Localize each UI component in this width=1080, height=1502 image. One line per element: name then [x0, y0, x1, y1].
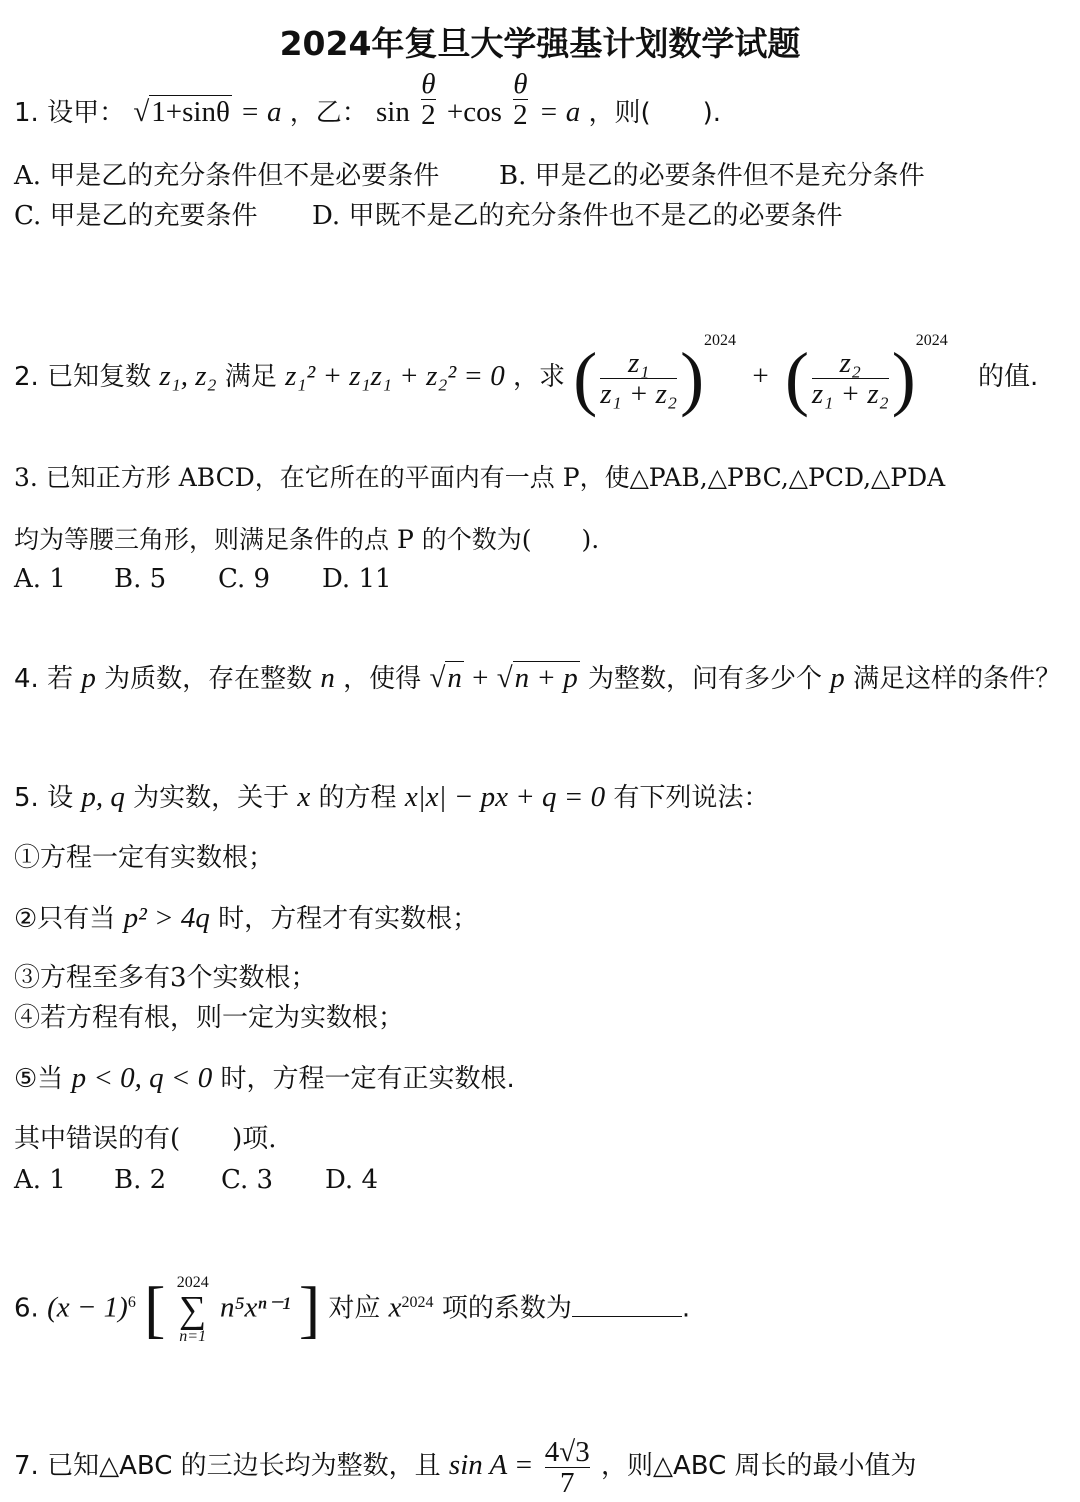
q1-option-a[interactable]: A. 甲是乙的充分条件但不是必要条件: [14, 161, 440, 191]
q5-statement-1: ①方程一定有实数根；: [14, 843, 275, 873]
q5-statement-4: ④若方程有根，则一定为实数根；: [14, 1003, 405, 1033]
q2-vars: z₁, z₂: [159, 360, 217, 392]
q2-frac-2: $\frac{\text{z₂}}{\text{z₁ + z₂}}$: [811, 346, 889, 410]
q2-frac-1: $\frac{\text{z₁}}{\text{z₁ + z₂}}$: [600, 346, 678, 410]
question-1-stem: 1. 设甲： √1+sinθ = a ，乙： sin $\frac{\theta}{2}$ +cos $\frac{\theta}{2}$ = a ，则( ).: [14, 67, 722, 131]
q5-options: [14, 1164, 378, 1196]
q3-option-b[interactable]: B. 5: [114, 564, 167, 594]
question-7-stem: 7. 已知△ABC 的三边长均为整数，且 sin A = $\frac{4√3}{7}$ ，则△ABC 周长的最小值为: [14, 1435, 917, 1499]
q1-option-d[interactable]: D. 甲既不是乙的充分条件也不是乙的必要条件: [312, 201, 843, 231]
q1-plus-cos: +cos: [446, 96, 502, 128]
q4-sqrt-2: n + p: [514, 662, 578, 694]
question-2-stem: 2. 已知复数 z₁, z₂ 满足 z₁² + z₁z₁ + z₂² = 0 ，求 ( $\frac{\text{z₁}}{\text{z₁ + z₂}}$ )$^{2024}$ + ( $\frac{\text{z₂}}{\text{z₁ + z₂}}$ )$^{2024}$ 的值.: [14, 332, 1039, 418]
q6-summation: 2024 ∑ n=1: [176, 1273, 209, 1345]
question-5-stem: 5. 设 p, q 为实数，关于 x 的方程 x|x| − px + q = 0 有下列说法：: [14, 781, 770, 813]
q2-condition: z₁² + z₁z₁ + z₂² = 0: [285, 360, 505, 392]
q1-tail: ，则( ).: [588, 98, 722, 128]
question-6-stem: 6. $(x - 1)^6$ [ 2024 ∑ n=1 n⁵xⁿ⁻¹ ] 对应 $x^{2024}$ 项的系数为 .: [14, 1273, 691, 1345]
q1-options-row-2: [14, 200, 842, 232]
q5-statement-5: ⑤当 p < 0, q < 0 时，方程一定有正实数根.: [14, 1062, 515, 1094]
q5-option-b[interactable]: B. 2: [114, 1165, 167, 1195]
q3-option-d[interactable]: D. 11: [322, 564, 392, 594]
q1-prefix: 1. 设甲：: [14, 98, 126, 128]
q3-option-a[interactable]: A. 1: [14, 564, 66, 594]
q6-term: n⁵xⁿ⁻¹: [219, 1291, 291, 1324]
q5-ask: 其中错误的有( )项.: [14, 1124, 277, 1154]
q5-statement-3: ③方程至多有3个实数根；: [14, 963, 317, 993]
q1-option-c[interactable]: C. 甲是乙的充要条件: [14, 201, 258, 231]
question-4-stem: 4. 若 p 为质数，存在整数 n ，使得 √n + √n + p 为整数，问有多少个 p 满足这样的条件？: [14, 662, 1062, 694]
question-3-line-1: 3. 已知正方形 ABCD，在它所在的平面内有一点 P，使△PAB,△PBC,△PCD,△PDA: [14, 463, 946, 492]
q2-exp-2: 2024: [915, 332, 948, 349]
q2-exp-1: 2024: [704, 332, 737, 349]
q1-sin: sin: [376, 96, 410, 128]
q1-frac-1: $\frac{\theta}{2}$: [421, 67, 436, 131]
q1-mid: ，乙：: [289, 98, 368, 128]
q6-factor: (x − 1): [47, 1291, 128, 1324]
q6-answer-blank[interactable]: [572, 1316, 682, 1317]
q5-option-c[interactable]: C. 3: [221, 1165, 274, 1195]
q2-tail: 的值.: [977, 362, 1039, 392]
q5-equation: x|x| − px + q = 0: [404, 781, 606, 813]
q1-option-b[interactable]: B. 甲是乙的必要条件但不是充分条件: [499, 161, 925, 191]
q7-frac: $\frac{4√3}{7}$: [544, 1435, 590, 1499]
page-title: 2024年复旦大学强基计划数学试题: [279, 24, 801, 63]
q4-sqrt-1: n: [447, 662, 462, 694]
q1-options-row-1: [14, 160, 925, 192]
q1-eq-a: = a: [240, 96, 282, 128]
q5-option-a[interactable]: A. 1: [14, 1165, 66, 1195]
q2-cond-label: 满足: [224, 362, 277, 392]
q1-frac-2: $\frac{\theta}{2}$: [513, 67, 528, 131]
q3-option-c[interactable]: C. 9: [218, 564, 271, 594]
q2-prefix: 2. 已知复数: [14, 362, 152, 392]
q2-ask: ，求: [512, 362, 565, 392]
q3-options: [14, 563, 392, 595]
q5-option-d[interactable]: D. 4: [325, 1165, 378, 1195]
question-3-line-2: 均为等腰三角形，则满足条件的点 P 的个数为( ).: [14, 525, 600, 554]
q1-sqrt: 1+sinθ: [151, 96, 230, 128]
q5-statement-2: ②只有当 p² > 4q 时，方程才有实数根；: [14, 902, 479, 934]
